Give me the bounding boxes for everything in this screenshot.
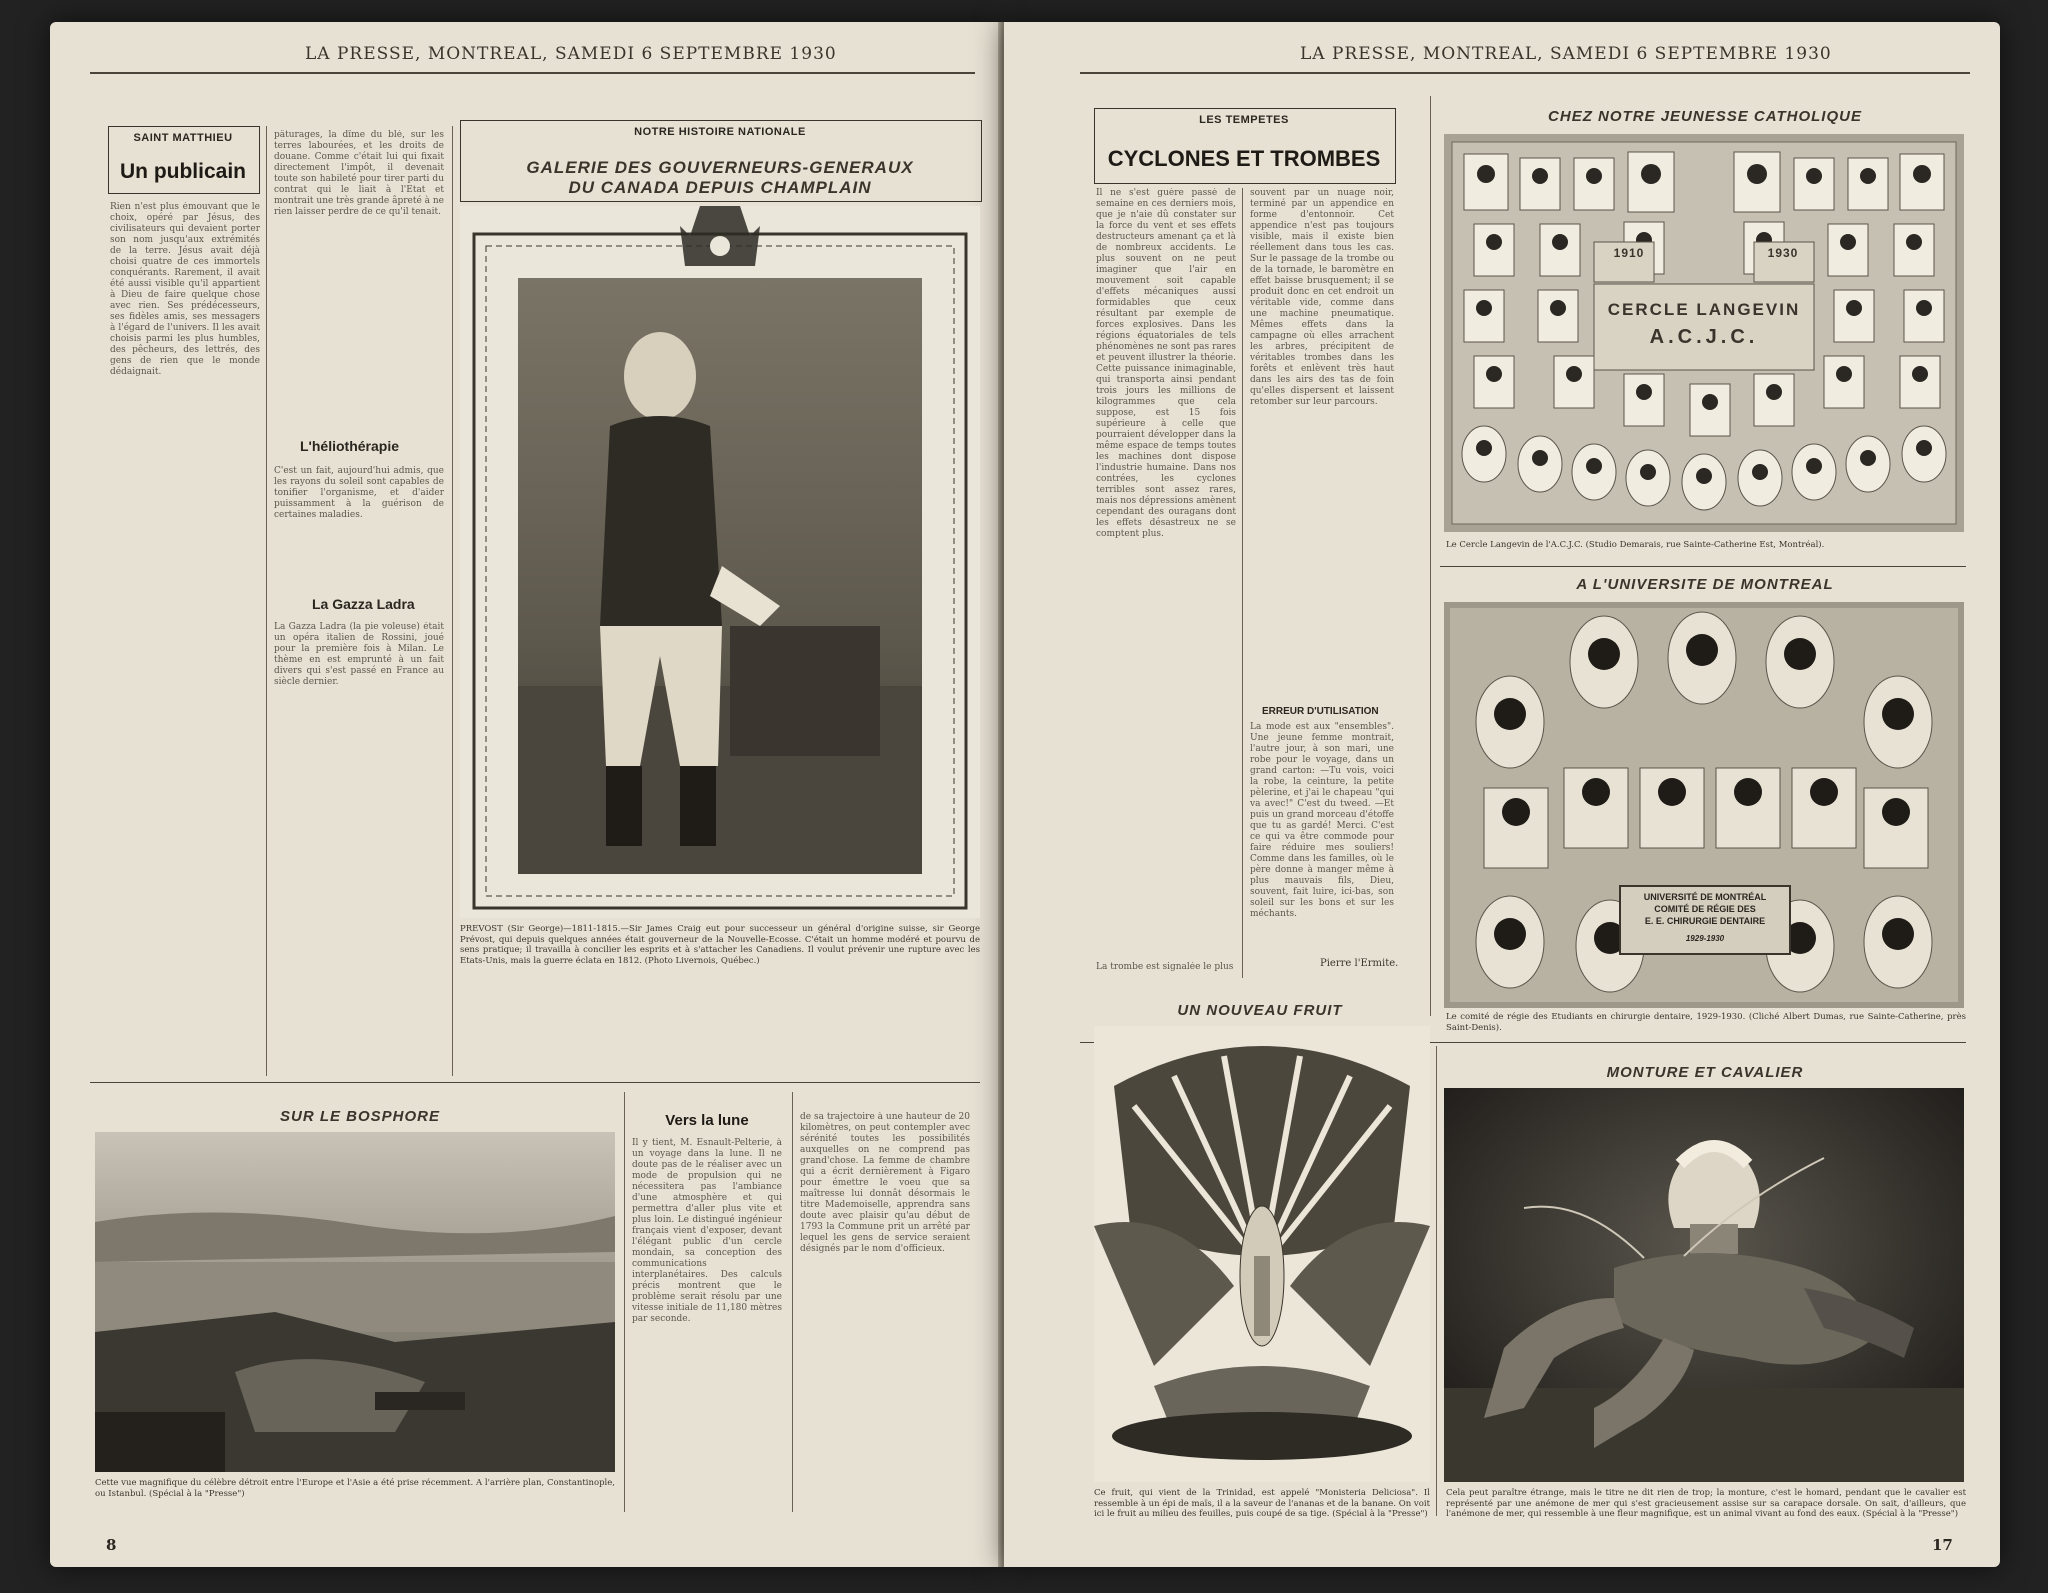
column-divider xyxy=(1436,1046,1437,1516)
left-masthead-rule xyxy=(90,72,975,74)
cavalier-section-title: MONTURE ET CAVALIER xyxy=(1606,1064,1804,1081)
gouverneurs-kicker: NOTRE HISTOIRE NATIONALE xyxy=(634,126,806,138)
bosphore-caption: Cette vue magnifique du célèbre détroit entre l'Europe et l'Asie a été prise récemment. A l'arrière plan, Constantinople, ou Istanbul. (Spécial à la "Presse") xyxy=(95,1478,615,1499)
left-page-number: 8 xyxy=(106,1536,117,1554)
erreur-heading: ERREUR D'UTILISATION xyxy=(1262,706,1379,717)
gazza-heading: La Gazza Ladra xyxy=(312,596,415,612)
saint-matthieu-kicker: SAINT MATTHIEU xyxy=(133,132,233,144)
universite-banner-line2: COMITÉ DE RÉGIE DES xyxy=(1654,904,1756,914)
heliotherapie-heading: L'héliothérapie xyxy=(300,438,400,454)
universite-photo xyxy=(1444,602,1964,1008)
right-masthead-rule xyxy=(1080,72,1970,74)
column-two-top-body: pâturages, la dîme du blé, sur les terres labourées, et les droits de douane. Comme c'était lui qui fixait directement l'impôt, il devenait toute son habileté pour tirer parti du contrat qui le liait à l'Etat et montrait une très grande âpreté à ne rien laisser perdre de ce qu'il tenait. xyxy=(274,130,444,217)
bosphore-photo xyxy=(95,1132,615,1472)
governor-portrait-frame xyxy=(460,206,980,918)
tempetes-closing: La trombe est signalée le plus xyxy=(1096,962,1234,972)
pierre-ermite-signature: Pierre l'Ermite. xyxy=(1320,958,1399,969)
universite-banner-line3: E. E. CHIRURGIE DENTAIRE xyxy=(1644,916,1766,926)
tempetes-body-right: souvent par un nuage noir, terminé par un appendice en forme d'entonnoir. Cet appendice n'est pas toujours visible, mais il existe bien réellement dans tous les cas. Sur le passage de la trombe ou de la tornade, le baromètre en effet baisse brusquement; il se produit donc en cet endroit un véritable vide, comme dans une machine pneumatique. Mêmes effets dans la campagne où elles arrachent les arbres, précipitent de véritables trombes dans les forêts et enlèvent très haut dans les airs des tas de foin qu'elles dispersent et laissent retomber sur leur parcours. xyxy=(1250,188,1394,407)
column-divider xyxy=(1430,96,1431,1016)
tempetes-body-left: Il ne s'est guère passé de semaine en ces derniers mois, que je n'aie dû constater sur la force du vent et ses effets destructeurs amenant ça et là de nombreux accidents. Le plus souvent on ne peut imaginer que l'air en mouvement soit capable d'effets mécaniques aussi formidables que ceux résultant par exemple de forces explosives. Dans les régions équatoriales de tels phénomènes ne sont pas rares et peuvent illustrer la théorie. Cette puissance inimaginable, qui transporta ainsi pendant trois jours les millions de kilogrammes que cela suppose, est 15 fois supérieure à celle que pourraient développer dans la même espace de temps toutes les machines dont dispose l'industrie humaine. Dans nos contrées, les cyclones terribles sont assez rares, mais nos dépressions amènent cependant des ouragans dont les effets désastreux ne se comptent plus. xyxy=(1096,188,1236,539)
universite-section-title: A L'UNIVERSITE DE MONTREAL xyxy=(1576,576,1834,593)
tempetes-kicker: LES TEMPETES xyxy=(1199,114,1289,126)
fruit-photo xyxy=(1094,1026,1430,1482)
tempetes-headline: CYCLONES ET TROMBES xyxy=(1107,146,1381,171)
cavalier-caption: Cela peut paraître étrange, mais le titre ne dit rien de trop; la monture, c'est le homard, pendant que le cavalier est représenté par une anémone de mer qui s'est gracieusement assise sur sa carapace dorsale. On sait, d'ailleurs, que l'anémone de mer, qui ressemble à une fleur magnifique, est un animal vivant au fond des eaux. (Spécial à la "Presse") xyxy=(1446,1488,1966,1519)
saint-matthieu-body: Rien n'est plus émouvant que le choix, opéré par Jésus, des civilisateurs qui devaient porter son nom jusqu'aux extrémités de la terre. Jésus avait déjà choisi quatre de ces immortels conquérants. Rarement, il avait été aussi visible qu'il appartient à Dieu de faire quelque chose avec rien. Ses prédécesseurs, ses fidèles amis, ses messagers à l'égard de l'univers. Il les avait choisis parmi les plus humbles, des pêcheurs, des lettrés, des gens de rien que le monde dédaignait. xyxy=(110,202,260,377)
column-divider xyxy=(792,1092,793,1512)
langevin-year-right: 1930 xyxy=(1767,246,1799,260)
jeunesse-caption: Le Cercle Langevin de l'A.C.J.C. (Studio Demarais, rue Sainte-Catherine Est, Montréal). xyxy=(1446,540,1825,550)
right-masthead: LA PRESSE, MONTREAL, SAMEDI 6 SEPTEMBRE 1930 xyxy=(1300,44,1832,64)
jeunesse-section-title: CHEZ NOTRE JEUNESSE CATHOLIQUE xyxy=(1548,108,1862,125)
vers-la-lune-headline: Vers la lune xyxy=(665,1112,749,1129)
section-rule xyxy=(90,1082,980,1083)
vers-la-lune-body-right: de sa trajectoire à une hauteur de 20 kilomètres, on peut contempler avec sérénité toutes les possibilités auxquelles on ne comprend pas grand'chose. La femme de chambre qui a écrit dernièrement à Figaro pour émettre le voeu que sa maîtresse lui donnât désormais le titre Mademoiselle, apprendra sans doute avec plaisir qu'au début de 1793 la Commune prit un arrêté par lequel les gens de service seraient désignés par le nom d'officieux. xyxy=(800,1112,970,1254)
gouverneurs-headline-1: GALERIE DES GOUVERNEURS-GENERAUX xyxy=(526,158,914,177)
left-masthead: LA PRESSE, MONTREAL, SAMEDI 6 SEPTEMBRE 1930 xyxy=(305,44,837,64)
section-rule xyxy=(1440,566,1966,567)
vers-la-lune-body: Il y tient, M. Esnault-Pelterie, à un voyage dans la lune. Il ne doute pas de le réaliser avec un mode de propulsion qui ne nécessitera pas l'ambiance d'une atmosphère et qui permettra d'aller plus vite et plus loin. Le distingué ingénieur français vient d'exposer, devant l'élégant public d'un cercle mondain, sa conception des communications interplanétaires. Des calculs précis montrent que le problème serait résolu par une vitesse initiale de 11,180 mètres par seconde. xyxy=(632,1138,782,1324)
right-page-number: 17 xyxy=(1932,1536,1953,1554)
universite-banner-years: 1929-1930 xyxy=(1685,934,1725,943)
erreur-body: La mode est aux "ensembles". Une jeune femme montrait, l'autre jour, à son mari, une robe pour le voyage, dans un grand carton: —Tu vois, voici la robe, la ceinture, la petite pèlerine, et j'ai le chapeau "qui va avec!" C'est du tweed. —Et puis un grand morceau d'étoffe que tu as gardé! Merci. C'est ce qui va être commode pour faire réduire mes souliers! Comme dans les familles, où le père donne à manger même à plus mauvais fils, Dieu, souvent, fait luire, ici-bas, son soleil sur les bons et sur les méchants. xyxy=(1250,722,1394,919)
column-divider xyxy=(1242,188,1243,978)
universite-banner-line1: UNIVERSITÉ DE MONTRÉAL xyxy=(1643,892,1767,902)
column-divider xyxy=(452,126,453,1076)
heliotherapie-body: C'est un fait, aujourd'hui admis, que les rayons du soleil sont capables de tonifier l'organisme, et d'aider puissamment à la guérison de certaines maladies. xyxy=(274,466,444,520)
fruit-caption: Ce fruit, qui vient de la Trinidad, est appelé "Monisteria Deliciosa". Il ressemble à un épi de maïs, il a la saveur de l'ananas et de la banane. On voit ici le fruit au milieu des feuilles, puis coupé de sa tige. (Spécial à la "Presse") xyxy=(1094,1488,1430,1519)
saint-matthieu-headline: Un publicain xyxy=(120,160,246,183)
lobster-photo xyxy=(1444,1088,1964,1482)
column-divider xyxy=(624,1092,625,1512)
fruit-section-title: UN NOUVEAU FRUIT xyxy=(1177,1002,1343,1019)
gazza-body: La Gazza Ladra (la pie voleuse) était un opéra italien de Rossini, joué pour la première fois à Milan. Le thème en est emprunté à un fait divers qui s'est passé en France au siècle dernier. xyxy=(274,622,444,687)
langevin-year-left: 1910 xyxy=(1613,246,1645,260)
column-divider xyxy=(266,126,267,1076)
gouverneurs-caption: PREVOST (Sir George)—1811-1815.—Sir James Craig eut pour successeur un général d'origine suisse, sir George Prévost, qui depuis quelques années était gouverneur de la Nouvelle-Ecosse. C'était un homme modéré et pourvu de sens pratique; il travailla à concilier les esprits et à s'attacher les Canadiens. Il voulut prévenir une rupture avec les Etats-Unis, mais la guerre éclata en 1812. (Photo Livernois, Québec.) xyxy=(460,924,980,966)
gouverneurs-headline-2: DU CANADA DEPUIS CHAMPLAIN xyxy=(568,178,872,197)
langevin-badge-line2: A.C.J.C. xyxy=(1649,326,1759,348)
bosphore-section-title: SUR LE BOSPHORE xyxy=(279,1108,441,1125)
universite-caption: Le comité de régie des Etudiants en chirurgie dentaire, 1929-1930. (Cliché Albert Dumas, rue Sainte-Catherine, près Saint-Denis). xyxy=(1446,1012,1966,1033)
langevin-badge-line1: CERCLE LANGEVIN xyxy=(1607,300,1801,319)
